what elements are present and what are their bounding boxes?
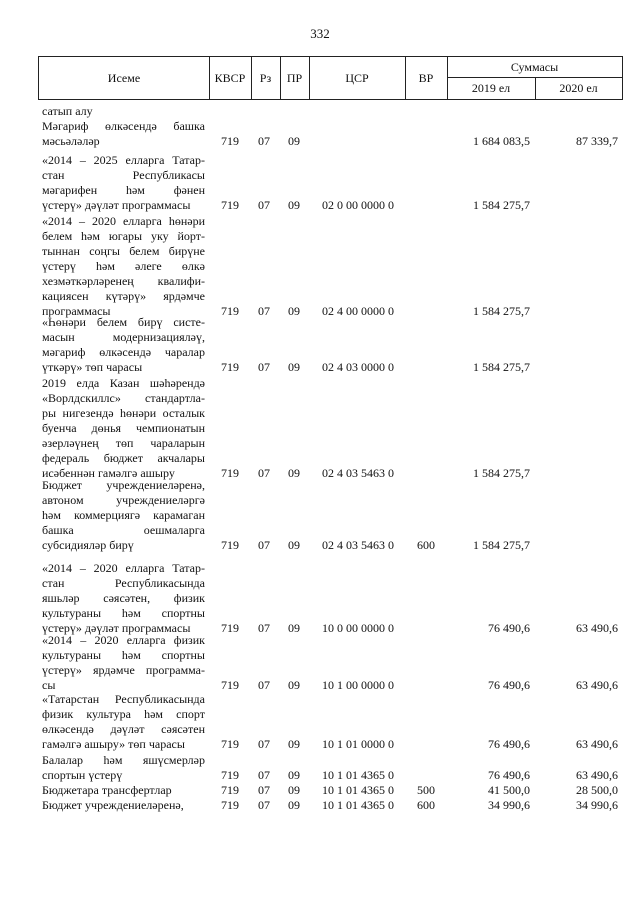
row-amount-2019: 76 490,6 — [488, 768, 530, 782]
row-name-line: мәгариф өлкәсендә чаралар — [42, 345, 205, 359]
row-pr: 09 — [288, 538, 300, 552]
row-name-line: «2014 – 2020 елларга физик — [42, 633, 205, 647]
row-kvsr: 719 — [221, 198, 239, 212]
row-name — [42, 633, 205, 693]
row-pr: 09 — [288, 466, 300, 480]
row-name-line: әзерләүнең төп чараларын — [42, 436, 205, 450]
row-csr: 10 1 00 0000 0 — [322, 678, 394, 692]
row-pr: 09 — [288, 783, 300, 797]
row-name-line: буенча дөнья чемпионатын — [42, 421, 205, 435]
row-name-line: хезмәткәрләренең квалифи- — [42, 274, 205, 288]
row-rz: 07 — [258, 304, 270, 318]
row-amount-2020: 63 490,6 — [576, 737, 618, 751]
row-rz: 07 — [258, 538, 270, 552]
row-name-line: үстерү» дәүләт программасы — [42, 198, 191, 212]
row-name-line: «Ворлдскиллс» стандартла- — [42, 391, 205, 405]
header-csr: ЦСР — [309, 56, 406, 100]
row-name-line: Бюджетара трансфертлар — [42, 783, 172, 797]
row-name-line: Балалар һәм яшүсмерләр — [42, 753, 205, 767]
row-kvsr: 719 — [221, 768, 239, 782]
row-kvsr: 719 — [221, 621, 239, 635]
row-name-line: «2014 – 2025 елларга Татар- — [42, 153, 205, 167]
row-name-line: үткәрү» төп чарасы — [42, 360, 143, 374]
row-name-line: мәсьәләләр — [42, 134, 100, 148]
row-pr: 09 — [288, 198, 300, 212]
row-csr: 10 1 01 4365 0 — [322, 783, 394, 797]
row-rz: 07 — [258, 466, 270, 480]
row-amount-2020: 63 490,6 — [576, 621, 618, 635]
row-name-line: сатып алу — [42, 104, 93, 118]
header-rz: Рз — [251, 56, 281, 100]
row-name-line: белем һәм югары уку йорт- — [42, 229, 205, 243]
row-name-line: үстерү» ярдәмче программа- — [42, 663, 205, 677]
row-csr: 10 0 00 0000 0 — [322, 621, 394, 635]
row-pr: 09 — [288, 768, 300, 782]
table-row — [0, 692, 640, 752]
row-csr: 02 4 03 0000 0 — [322, 360, 394, 374]
row-name-line: сы — [42, 678, 56, 692]
row-amount-2019: 1 584 275,7 — [473, 304, 530, 318]
row-kvsr: 719 — [221, 678, 239, 692]
row-name-line: стан Республикасы — [42, 168, 205, 182]
row-csr: 02 4 03 5463 0 — [322, 538, 394, 552]
header-pr: ПР — [280, 56, 310, 100]
row-name-line: «Татарстан Республикасында — [42, 692, 205, 706]
row-name-line: Мәгариф өлкәсендә башка — [42, 119, 205, 133]
row-name-line: гамәлгә ашыру» төп чарасы — [42, 737, 185, 751]
table-row — [0, 119, 640, 149]
row-name — [42, 315, 205, 375]
row-name — [42, 692, 205, 752]
row-name-line: программасы — [42, 304, 111, 318]
table-row — [0, 783, 640, 798]
header-2019: 2019 ел — [447, 77, 536, 100]
row-amount-2019: 1 584 275,7 — [473, 360, 530, 374]
row-name-line: 2019 елда Казан шәһәрендә — [42, 376, 205, 390]
row-name — [42, 214, 205, 319]
row-rz: 07 — [258, 360, 270, 374]
row-vr: 600 — [417, 798, 435, 812]
row-name-line: һәм коммерциягә карамаган — [42, 508, 205, 522]
row-kvsr: 719 — [221, 466, 239, 480]
table-row — [0, 478, 640, 553]
row-amount-2019: 76 490,6 — [488, 678, 530, 692]
row-name — [42, 783, 205, 798]
row-name-line: кациясен күтәрү» ярдәмче — [42, 289, 205, 303]
row-pr: 09 — [288, 134, 300, 148]
row-rz: 07 — [258, 798, 270, 812]
table-row — [0, 104, 640, 119]
row-csr: 02 4 00 0000 0 — [322, 304, 394, 318]
row-csr: 10 1 01 4365 0 — [322, 798, 394, 812]
row-name-line: «2014 – 2020 елларга һөнәри — [42, 214, 205, 228]
row-name-line: тыннан соңгы белем бирүне — [42, 244, 205, 258]
row-name — [42, 104, 205, 119]
row-name — [42, 798, 205, 813]
row-name-line: физик культура һәм спорт — [42, 707, 205, 721]
row-name-line: федераль бюджет акчалары — [42, 451, 205, 465]
table-row — [0, 633, 640, 693]
table-row — [0, 798, 640, 813]
row-name-line: яшьләр сәясәтен, физик — [42, 591, 205, 605]
row-amount-2020: 28 500,0 — [576, 783, 618, 797]
row-vr: 600 — [417, 538, 435, 552]
row-kvsr: 719 — [221, 538, 239, 552]
row-csr: 02 0 00 0000 0 — [322, 198, 394, 212]
row-amount-2020: 34 990,6 — [576, 798, 618, 812]
row-pr: 09 — [288, 798, 300, 812]
row-amount-2019: 1 584 275,7 — [473, 198, 530, 212]
row-name-line: спортын үстерү — [42, 768, 123, 782]
row-csr: 10 1 01 4365 0 — [322, 768, 394, 782]
row-amount-2019: 76 490,6 — [488, 737, 530, 751]
header-2020: 2020 ел — [535, 77, 623, 100]
row-name-line: өлкәсендә дәүләт сәясәтен — [42, 722, 205, 736]
row-amount-2019: 41 500,0 — [488, 783, 530, 797]
row-name-line: культураны һәм спортны — [42, 606, 205, 620]
header-vr: ВР — [405, 56, 448, 100]
row-amount-2019: 34 990,6 — [488, 798, 530, 812]
row-name-line: субсидияләр бирү — [42, 538, 134, 552]
row-kvsr: 719 — [221, 304, 239, 318]
row-kvsr: 719 — [221, 798, 239, 812]
row-vr: 500 — [417, 783, 435, 797]
row-name — [42, 119, 205, 149]
header-kvsr: КВСР — [209, 56, 252, 100]
row-pr: 09 — [288, 304, 300, 318]
row-name-line: автоном учреждениеләргә — [42, 493, 205, 507]
row-pr: 09 — [288, 737, 300, 751]
row-rz: 07 — [258, 768, 270, 782]
table-row — [0, 153, 640, 213]
row-amount-2020: 63 490,6 — [576, 678, 618, 692]
table-row — [0, 561, 640, 636]
row-name-line: Бюджет учреждениеләренә, — [42, 478, 205, 492]
row-rz: 07 — [258, 621, 270, 635]
row-amount-2020: 63 490,6 — [576, 768, 618, 782]
row-kvsr: 719 — [221, 737, 239, 751]
row-amount-2019: 1 584 275,7 — [473, 538, 530, 552]
row-amount-2019: 1 584 275,7 — [473, 466, 530, 480]
row-name — [42, 478, 205, 553]
row-csr: 02 4 03 5463 0 — [322, 466, 394, 480]
row-name-line: масын модернизацияләү, — [42, 330, 205, 344]
row-kvsr: 719 — [221, 134, 239, 148]
row-name-line: үстерү һәм әлеге өлкә — [42, 259, 205, 273]
row-pr: 09 — [288, 621, 300, 635]
row-kvsr: 719 — [221, 783, 239, 797]
row-kvsr: 719 — [221, 360, 239, 374]
row-amount-2020: 87 339,7 — [576, 134, 618, 148]
table-row — [0, 376, 640, 481]
header-sums: Суммасы — [447, 56, 623, 78]
row-rz: 07 — [258, 198, 270, 212]
table-row — [0, 214, 640, 319]
row-name-line: үстерү» дәүләт программасы — [42, 621, 191, 635]
row-csr: 10 1 01 0000 0 — [322, 737, 394, 751]
row-name — [42, 753, 205, 783]
row-rz: 07 — [258, 783, 270, 797]
row-rz: 07 — [258, 134, 270, 148]
row-name-line: Бюджет учреждениеләренә, — [42, 798, 184, 812]
row-name-line: мәгарифен һәм фәнен — [42, 183, 205, 197]
row-amount-2019: 1 684 083,5 — [473, 134, 530, 148]
row-name-line: «2014 – 2020 елларга Татар- — [42, 561, 205, 575]
row-name-line: башка оешмаларга — [42, 523, 205, 537]
row-amount-2019: 76 490,6 — [488, 621, 530, 635]
row-name-line: исәбеннән гамәлгә ашыру — [42, 466, 175, 480]
row-pr: 09 — [288, 360, 300, 374]
row-pr: 09 — [288, 678, 300, 692]
row-name-line: культураны һәм спортны — [42, 648, 205, 662]
table-row — [0, 753, 640, 783]
row-name-line: ры нигезендә һөнәри осталык — [42, 406, 205, 420]
row-rz: 07 — [258, 678, 270, 692]
row-name — [42, 561, 205, 636]
row-rz: 07 — [258, 737, 270, 751]
row-name-line: «Һөнәри белем бирү систе- — [42, 315, 205, 329]
header-name: Исеме — [38, 56, 210, 100]
row-name — [42, 376, 205, 481]
row-name — [42, 153, 205, 213]
page-number: 332 — [310, 26, 330, 41]
row-name-line: стан Республикасында — [42, 576, 205, 590]
table-row — [0, 315, 640, 375]
